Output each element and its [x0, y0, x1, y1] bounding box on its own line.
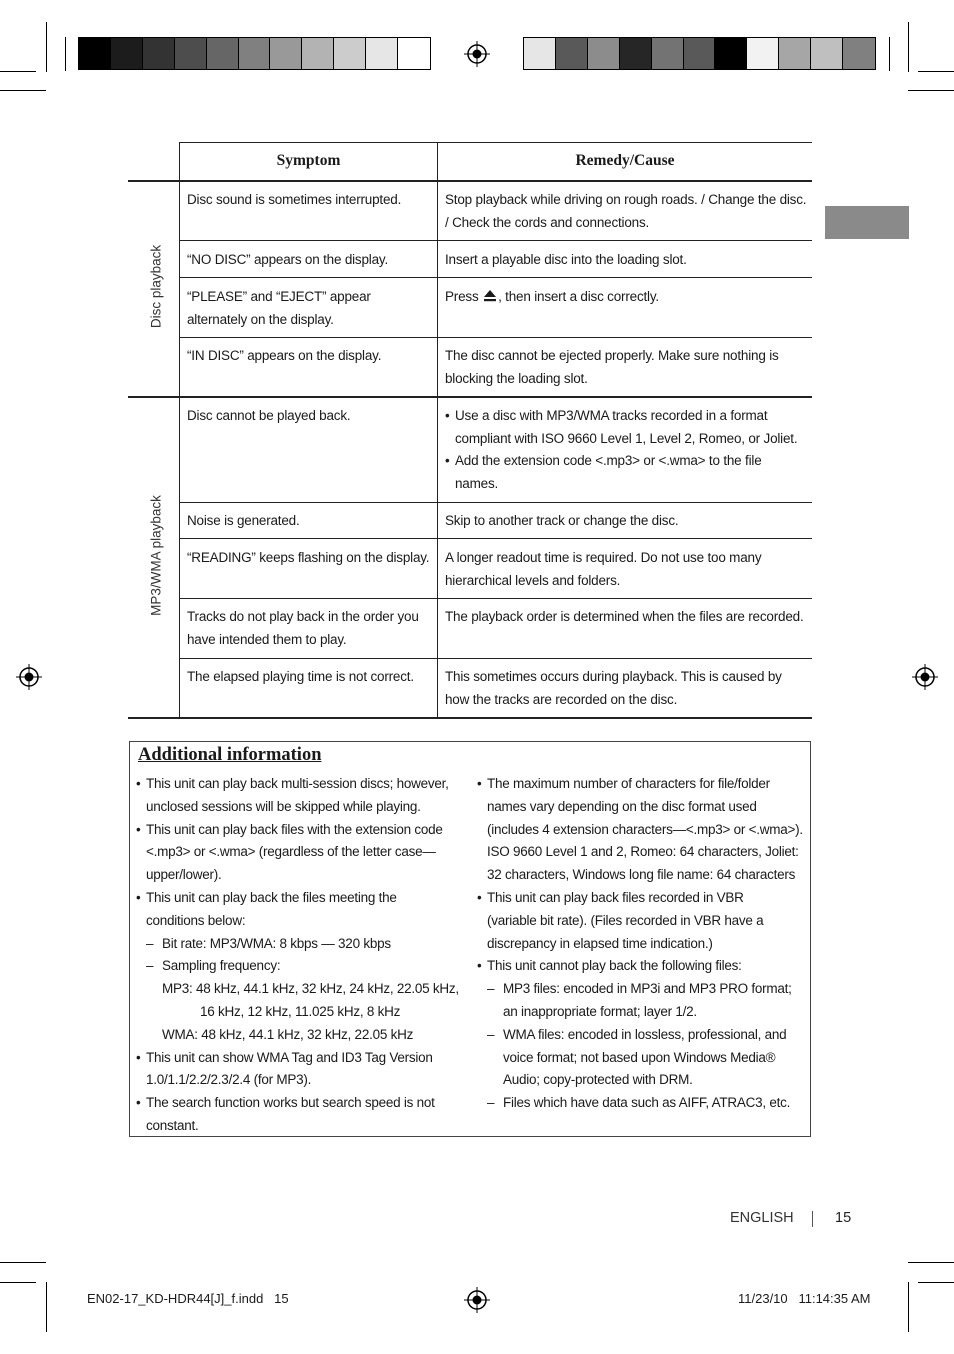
color-swatch	[588, 38, 620, 69]
info-dash-item: – Sampling frequency:	[136, 955, 458, 978]
info-bullet: • The maximum number of characters for file/folder names vary depending on the disc format used (includes 4 extension characters—<.mp3> or <.wma>).	[477, 773, 807, 841]
registration-mark-icon	[464, 1287, 490, 1313]
color-swatch	[652, 38, 684, 69]
footer-divider	[812, 1211, 813, 1227]
color-swatch	[239, 38, 271, 69]
color-swatch	[111, 38, 143, 69]
color-swatch	[143, 38, 175, 69]
remedy-cell: Insert a playable disc into the loading slot.	[445, 252, 687, 267]
table-rule	[180, 240, 812, 241]
info-detail-line: 16 kHz, 12 kHz, 11.025 kHz, 8 kHz	[200, 1003, 401, 1019]
section-title: Additional information	[138, 745, 322, 765]
column-header-symptom: Symptom	[276, 152, 341, 169]
remedy-bullet: • Add the extension code <.mp3> or <.wma> to the file names.	[445, 450, 805, 495]
crop-mark	[908, 90, 954, 91]
symptom-cell: Disc sound is sometimes interrupted.	[187, 192, 402, 207]
color-swatch	[334, 38, 366, 69]
column-header-remedy: Remedy/Cause	[575, 152, 675, 169]
crop-mark	[0, 1282, 36, 1283]
registration-mark-icon	[464, 41, 490, 67]
info-dash-item: – Bit rate: MP3/WMA: 8 kbps — 320 kbps	[136, 933, 458, 956]
remedy-cell: A longer readout time is required. Do not use too many hierarchical levels and folders.	[445, 550, 762, 588]
table-rule	[180, 538, 812, 539]
symptom-cell: Tracks do not play back in the order you have intended them to play.	[187, 609, 419, 647]
info-detail-line: MP3: 48 kHz, 44.1 kHz, 32 kHz, 24 kHz, 22.05 kHz,	[162, 981, 459, 997]
info-detail-line: WMA: 48 kHz, 44.1 kHz, 32 kHz, 22.05 kHz	[162, 1026, 414, 1042]
slug-datetime: 11/23/10 11:14:35 AM	[738, 1291, 871, 1306]
symptom-cell: The elapsed playing time is not correct.	[187, 669, 414, 684]
color-swatch	[524, 38, 556, 69]
remedy-cell: Skip to another track or change the disc.	[445, 513, 679, 528]
info-bullet: • This unit can play back multi-session discs; however, unclosed sessions will be skipped while playing.	[136, 773, 458, 819]
page-number: 15	[835, 1210, 852, 1226]
crop-mark	[0, 1262, 46, 1263]
color-swatch	[556, 38, 588, 69]
crop-mark	[65, 37, 66, 71]
color-swatch	[398, 38, 430, 69]
crop-mark	[908, 1282, 909, 1332]
table-rule	[180, 337, 812, 338]
symptom-cell: “PLEASE” and “EJECT” appear alternately on the display.	[187, 289, 371, 327]
info-bullet: • This unit can play back files recorded in VBR (variable bit rate). (Files recorded in VBR have a discrepancy in elapsed time indication.)	[477, 887, 807, 955]
remedy-cell	[445, 286, 809, 309]
crop-mark	[889, 37, 890, 71]
remedy-bullet: • Use a disc with MP3/WMA tracks recorded in a format compliant with ISO 9660 Level 1, Level 2, Romeo, or Joliet.	[445, 405, 805, 450]
crop-mark	[46, 1282, 47, 1332]
group-label-disc-playback: Disc playback	[148, 244, 164, 329]
symptom-cell: Disc cannot be played back.	[187, 408, 351, 423]
crop-mark	[908, 22, 909, 72]
color-swatch	[779, 38, 811, 69]
crop-mark	[918, 71, 954, 72]
remedy-cell: Stop playback while driving on rough roads. / Change the disc. / Check the cords and connections.	[445, 192, 807, 230]
color-swatch	[747, 38, 779, 69]
table-rule	[128, 396, 812, 398]
table-rule	[128, 180, 812, 182]
color-swatch	[79, 38, 111, 69]
additional-information-box	[129, 741, 811, 1137]
color-swatch	[843, 38, 875, 69]
remedy-text: , then insert a disc correctly.	[498, 289, 659, 304]
table-rule	[180, 598, 812, 599]
page-language: ENGLISH	[730, 1210, 794, 1226]
remedy-cell: This sometimes occurs during playback. This is caused by how the tracks are recorded on the disc.	[445, 669, 782, 707]
color-calibration-bar-right	[523, 37, 876, 70]
info-bullet: • This unit can show WMA Tag and ID3 Tag Version 1.0/1.1/2.2/2.3/2.4 (for MP3).	[136, 1047, 458, 1093]
color-swatch	[270, 38, 302, 69]
section-tab	[825, 206, 909, 239]
symptom-cell: “READING” keeps flashing on the display.	[187, 550, 430, 565]
table-rule	[180, 502, 812, 503]
color-swatch	[302, 38, 334, 69]
color-swatch	[175, 38, 207, 69]
group-label-mp3-wma-playback: MP3/WMA playback	[148, 495, 164, 616]
info-dash-item: – Files which have data such as AIFF, ATRAC3, etc.	[477, 1092, 807, 1115]
registration-mark-icon	[16, 664, 42, 690]
color-swatch	[366, 38, 398, 69]
info-dash-item: – MP3 files: encoded in MP3i and MP3 PRO format; an inappropriate format; layer 1/2.	[477, 978, 807, 1024]
symptom-cell: Noise is generated.	[187, 513, 300, 528]
crop-mark	[0, 71, 36, 72]
table-rule	[180, 142, 812, 143]
eject-icon	[483, 289, 497, 302]
remedy-text: Press	[445, 289, 479, 304]
symptom-cell: “NO DISC” appears on the display.	[187, 252, 388, 267]
info-left-column	[136, 773, 458, 1138]
info-detail-line: ISO 9660 Level 1 and 2, Romeo: 64 characters, Joliet: 32 characters, Windows long file name: 64 characters	[487, 844, 799, 883]
info-bullet: • The search function works but search speed is not constant.	[136, 1092, 458, 1138]
color-swatch	[620, 38, 652, 69]
table-rule	[128, 717, 812, 719]
table-rule	[437, 142, 438, 718]
slug-filename: EN02-17_KD-HDR44[J]_f.indd 15	[87, 1291, 289, 1306]
info-bullet: • This unit cannot play back the following files:	[477, 955, 807, 978]
info-dash-item: – WMA files: encoded in lossless, professional, and voice format; not based upon Windows Media® Audio; copy-protected with DRM.	[477, 1024, 807, 1092]
crop-mark	[46, 22, 47, 72]
registration-mark-icon	[912, 664, 938, 690]
table-rule	[180, 277, 812, 278]
color-calibration-bar-left	[78, 37, 431, 70]
remedy-cell: The disc cannot be ejected properly. Make sure nothing is blocking the loading slot.	[445, 348, 779, 386]
color-swatch	[207, 38, 239, 69]
symptom-cell: “IN DISC” appears on the display.	[187, 348, 382, 363]
info-bullet: • This unit can play back the files meeting the conditions below:	[136, 887, 458, 933]
info-bullet: • This unit can play back files with the extension code <.mp3> or <.wma> (regardless of the letter case—upper/lower).	[136, 819, 458, 887]
remedy-cell	[445, 405, 805, 495]
table-rule	[179, 142, 180, 718]
color-swatch	[811, 38, 843, 69]
crop-mark	[908, 1262, 954, 1263]
remedy-cell: The playback order is determined when the files are recorded.	[445, 609, 804, 624]
table-rule	[180, 658, 812, 659]
color-swatch	[715, 38, 747, 69]
info-right-column	[477, 773, 807, 1115]
color-swatch	[684, 38, 716, 69]
crop-mark	[0, 90, 46, 91]
crop-mark	[918, 1282, 954, 1283]
